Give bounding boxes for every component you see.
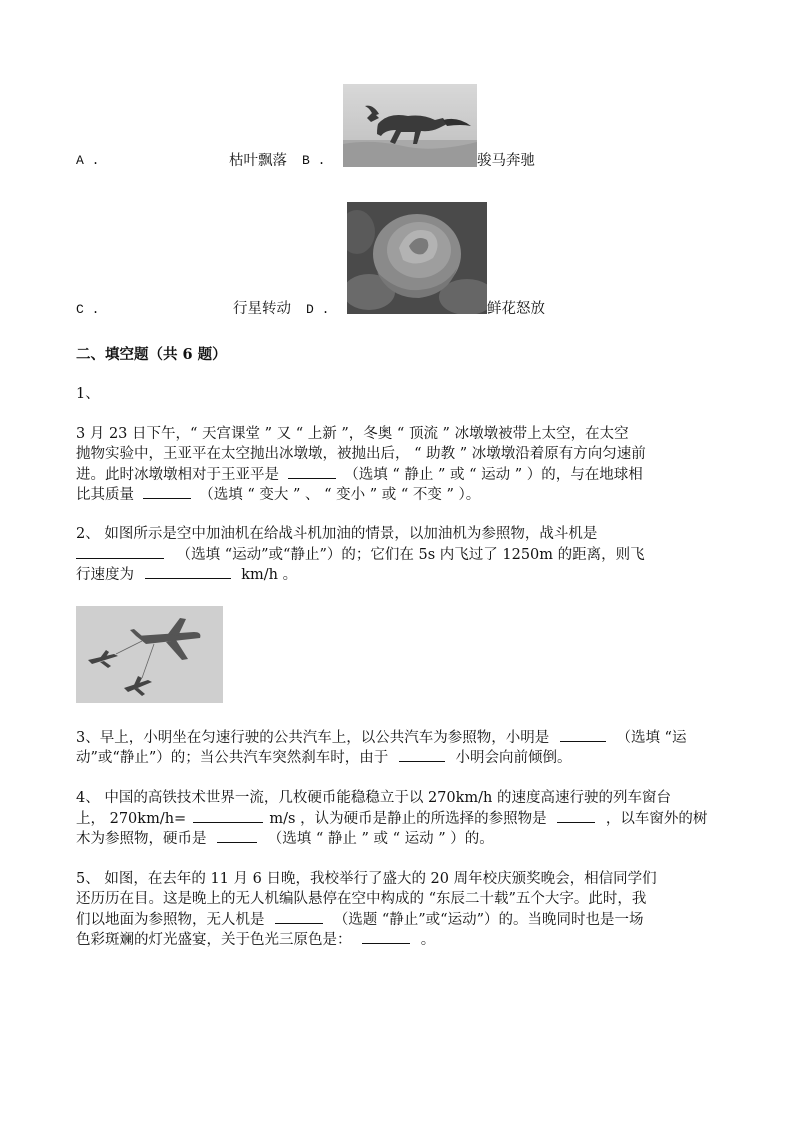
option-a-text: 枯叶飘落 xyxy=(229,153,287,169)
q3-line1-end: （选填 “运 xyxy=(616,730,687,746)
q3-line1-start: 3、早上，小明坐在匀速行驶的公共汽车上，以公共汽车为参照物，小明是 xyxy=(76,730,550,746)
horse-image xyxy=(343,84,477,167)
q4-line1: 4、 中国的高铁技术世界一流，几枚硬币能稳稳立于以 270km/h 的速度高速行驶的列车窗台 xyxy=(76,790,671,806)
q4-line2-end: ，以车窗外的树 xyxy=(605,811,708,827)
section-title: 二、填空题（共 6 题） xyxy=(76,346,227,363)
refueling-image xyxy=(76,606,223,703)
option-b-text: 骏马奔驰 xyxy=(477,153,535,169)
option-c-text: 行星转动 xyxy=(233,301,291,317)
q4-line3-end: （选填 “ 静止 ” 或 “ 运动 ” ）的。 xyxy=(267,831,494,847)
q1-number: 1、 xyxy=(76,386,100,402)
q1-blank-2[interactable] xyxy=(143,484,191,499)
q4-blank-2[interactable] xyxy=(557,808,595,823)
q5-line1: 5、 如图，在去年的 11 月 6 日晚，我校举行了盛大的 20 周年校庆颁奖晚会，相信同学们 xyxy=(76,871,657,887)
q2-blank-1[interactable] xyxy=(76,544,164,559)
q4-blank-1[interactable] xyxy=(193,808,263,823)
q1-line4-end: （选填 “ 变大 ” 、 “ 变小 ” 或 “ 不变 ” ）。 xyxy=(199,487,481,503)
horse-illustration xyxy=(343,84,477,167)
q2-line3-start: 行速度为 xyxy=(76,567,134,583)
q5-blank-1[interactable] xyxy=(275,909,323,924)
q1-blank-1[interactable] xyxy=(288,464,336,479)
q2-line2 xyxy=(76,544,645,565)
q4-line2-mid: m/s ，认为硬币是静止的所选择的参照物是 xyxy=(269,811,547,827)
q3-line2 xyxy=(76,747,571,768)
q3-line2-end: 小明会向前倾倒。 xyxy=(455,750,572,766)
q5-line2: 还历历在目。这是晚上的无人机编队悬停在空中构成的 “东辰二十载”五个大字。此时，我 xyxy=(76,891,647,907)
q5-line3-start: 们以地面为参照物，无人机是 xyxy=(76,912,265,928)
q5-line3 xyxy=(76,909,643,930)
q3-blank-1[interactable] xyxy=(560,727,606,742)
q2-line2-text: （选填 “运动”或“静止”）的；它们在 5s 内飞过了 1250m 的距离，则飞 xyxy=(176,547,645,563)
q1-line1: 3 月 23 日下午，“ 天宫课堂 ” 又 “ 上新 ”，冬奥 “ 顶流 ” 冰墩墩被带上太空，在太空 xyxy=(76,426,629,442)
q4-line3 xyxy=(76,828,494,849)
q1-line3-end: （选填 “ 静止 ” 或 “ 运动 ” ）的，与在地球相 xyxy=(344,467,643,483)
q4-line2-start: 上， 270km/h= xyxy=(76,811,187,827)
option-b-label: B . xyxy=(302,153,326,168)
q3-line2-start: 动”或“静止”）的；当公共汽车突然刹车时，由于 xyxy=(76,750,389,766)
q3-blank-2[interactable] xyxy=(399,747,445,762)
flower-image xyxy=(347,202,487,314)
q1-line2: 抛物实验中，王亚平在太空抛出冰墩墩，被抛出后， “ 助教 ” 冰墩墩沿着原有方向匀速前 xyxy=(76,446,646,462)
q4-line2 xyxy=(76,808,707,829)
q1-line4-start: 比其质量 xyxy=(76,487,134,503)
q2-line3 xyxy=(76,564,297,585)
option-c-label: C . xyxy=(76,302,100,317)
q2-line1: 2、 如图所示是空中加油机在给战斗机加油的情景，以加油机为参照物，战斗机是 xyxy=(76,526,598,542)
q4-blank-3[interactable] xyxy=(217,828,257,843)
q2-blank-2[interactable] xyxy=(145,564,231,579)
option-a-label: A . xyxy=(76,153,100,168)
q2-line3-end: km/h 。 xyxy=(241,567,298,583)
q1-line3-start: 进。此时冰墩墩相对于王亚平是 xyxy=(76,467,279,483)
option-d-text: 鲜花怒放 xyxy=(487,301,545,317)
q5-blank-2[interactable] xyxy=(362,929,410,944)
q5-line4-start: 色彩斑斓的灯光盛宴，关于色光三原色是： xyxy=(76,932,352,948)
rose-illustration xyxy=(347,202,487,314)
option-d-label: D . xyxy=(306,302,330,317)
q1-line3 xyxy=(76,464,643,485)
q3-line1 xyxy=(76,727,686,748)
q5-line3-end: （选题 “静止”或“运动”）的。当晚同时也是一场 xyxy=(333,912,644,928)
q5-line4-end: 。 xyxy=(420,932,436,948)
aircraft-illustration xyxy=(76,606,223,703)
q1-line4 xyxy=(76,484,480,505)
q5-line4 xyxy=(76,929,435,950)
q4-line3-start: 木为参照物，硬币是 xyxy=(76,831,207,847)
